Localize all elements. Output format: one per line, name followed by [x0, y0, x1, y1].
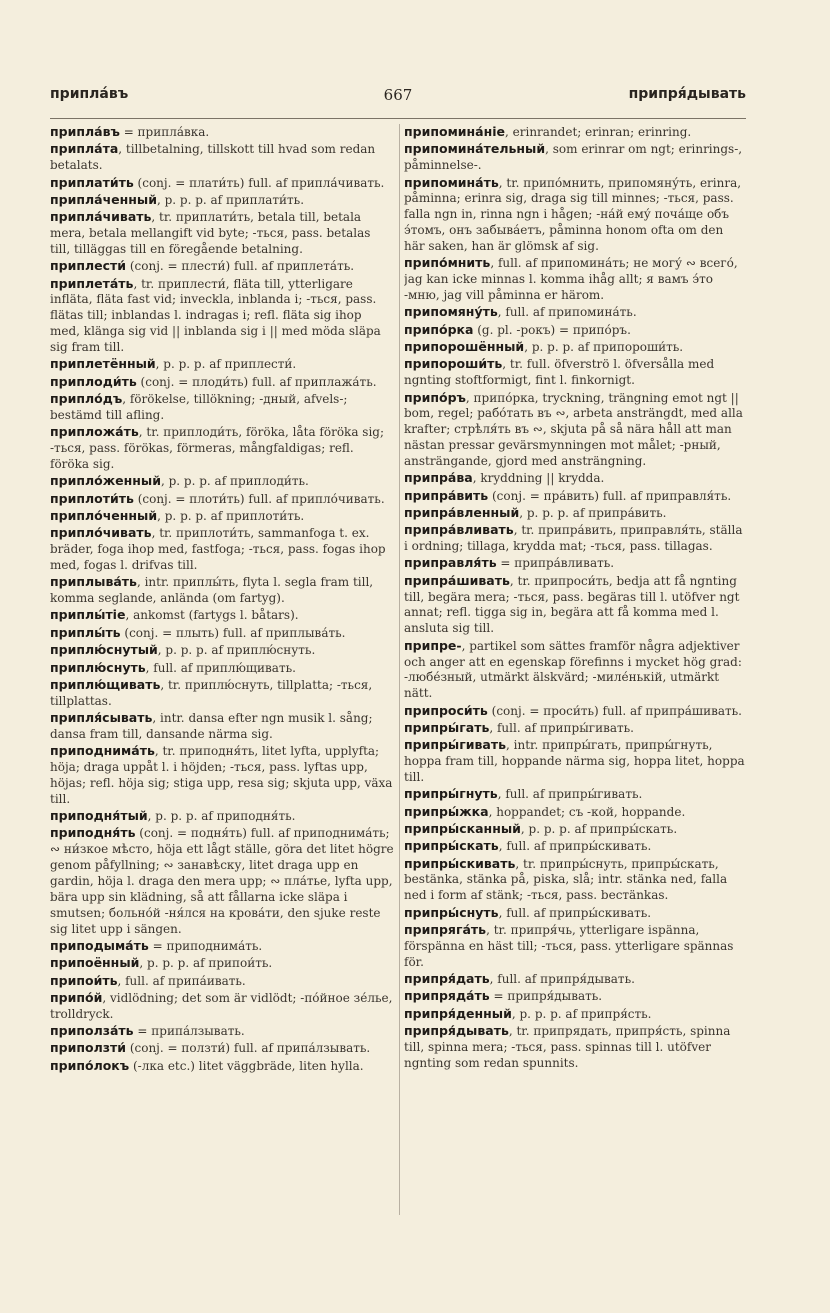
dictionary-entry: [50, 473, 394, 490]
entry-definition: , tr. приподня́ть, litet lyfta, upplyfta; höja; draga uppåt l. i höjden; -ться, pass. lyftas upp, höjas; refl. höja sig; stiga upp, resa sig; skjuta upp, växa till.: [50, 744, 393, 806]
running-head-left: припла́въ: [50, 86, 129, 102]
entry-definition: , p. p. p. af приплоти́ть.: [157, 508, 305, 523]
dictionary-entry: [50, 209, 394, 258]
entry-definition: (conj. = плоди́ть) full. af приплажа́ть.: [136, 374, 377, 389]
dictionary-entry: [50, 508, 394, 525]
entry-definition: (g. pl. -рокъ) = припо́ръ.: [473, 322, 631, 337]
entry-headword: припря́дать: [404, 971, 490, 987]
entry-headword: приплоди́ть: [50, 373, 137, 389]
dictionary-entry: [50, 607, 394, 624]
entry-headword: припра́вить: [404, 487, 489, 503]
entry-definition: , p. p. p. af припра́вить.: [519, 505, 667, 520]
entry-headword: припло́дъ: [50, 391, 123, 406]
dictionary-entry: [404, 488, 746, 505]
dictionary-entry: [50, 1040, 394, 1057]
entry-definition: , p. p. p. af припря́сть.: [511, 1006, 652, 1021]
entry-headword: припоённый: [50, 955, 140, 971]
entry-definition: (conj. = ползти́) full. af припа́лзывать.: [126, 1041, 371, 1056]
entry-headword: припра́вливать: [404, 522, 514, 538]
entry-definition: (-лка etc.) litet väggbräde, liten hylla.: [129, 1058, 364, 1073]
entry-headword: припло́женный: [50, 473, 161, 489]
dictionary-entry: [50, 710, 394, 743]
entry-headword: приплю́снуть: [50, 659, 146, 675]
entry-headword: припороши́ть: [404, 356, 503, 372]
entry-headword: припложа́ть: [50, 424, 139, 440]
entry-definition: , tr. приплати́ть, betala till, betala mera, betala mellangift vid byte; -ться, pass. betalas till, tilläggas till en föregående betalning.: [50, 210, 371, 256]
dictionary-entry: [50, 625, 394, 642]
dictionary-entry: [404, 638, 746, 702]
entry-headword: припры́гивать: [404, 737, 507, 753]
dictionary-entry: [50, 491, 394, 508]
dictionary-entry: [50, 743, 394, 807]
dictionary-entry: [404, 971, 746, 988]
entry-headword: припры́гнуть: [404, 786, 498, 802]
entry-definition: , full. af припря́дывать.: [489, 972, 635, 987]
dictionary-entry: [50, 808, 394, 825]
entry-definition: , p. p. p. af приплести́.: [155, 357, 297, 372]
entry-headword: приплетённый: [50, 356, 156, 372]
entry-headword: припо́локъ: [50, 1057, 130, 1073]
running-head-right: припря́дывать: [628, 86, 746, 102]
dictionary-entry: [50, 192, 394, 209]
dictionary-entry: [50, 374, 394, 391]
dictionary-entry: [50, 175, 394, 192]
dictionary-entry: [404, 703, 746, 720]
entry-definition: , tr. припра́вить, приправля́ть, ställa i ordning; tillaga, krydda mat; -ться, pass. tillagas.: [404, 523, 743, 554]
entry-headword: припомина́ніе: [404, 124, 506, 139]
dictionary-entry: [50, 424, 394, 473]
entry-headword: припля́сывать: [50, 710, 153, 726]
column-divider: [399, 124, 400, 1215]
entry-definition: , tillbetalning, tillskott till hvad som redan betalats.: [50, 142, 376, 173]
dictionary-entry: [404, 922, 746, 971]
entry-definition: (conj. = подня́ть) full. af приподнима́ть; ∾ ни́зкое мѣсто, höja ett lågt ställe, göra det litet högre genom påfyllning; ∾ занавѣску, litet draga upp en gardin, höja l. draga den mera upp; ∾ пла́тье, lyfta upp, bära upp sin klädning, så att fållarna icke släpa i smutsen; больно́й -ня́лся на крова́ти, den sjuke reste sig litet upp i sängen.: [50, 826, 394, 936]
entry-headword: припра́вленный: [404, 504, 520, 520]
dictionary-entry: [50, 955, 394, 972]
entry-headword: припо́рка: [404, 321, 474, 337]
dictionary-entry: [404, 141, 746, 174]
dictionary-entry: [50, 938, 394, 955]
entry-definition: , p. p. p. af приплю́снуть.: [157, 643, 316, 658]
entry-headword: припряга́ть: [404, 922, 487, 937]
entry-headword: приплю́снутый: [50, 642, 158, 658]
entry-definition: , kryddning || krydda.: [472, 471, 605, 486]
right-column: [404, 124, 746, 1215]
entry-headword: припла́та: [50, 141, 119, 157]
dictionary-entry: [404, 786, 746, 803]
dictionary-entry: [404, 821, 746, 838]
entry-headword: приплы́тіе: [50, 607, 126, 623]
dictionary-entry: [50, 677, 394, 710]
dictionary-entry: [50, 124, 394, 141]
entry-headword: припо́й: [50, 989, 103, 1005]
entry-definition: , förökelse, tillökning; -дный, afvels-; bestämd till afling.: [50, 392, 348, 422]
dictionary-entry: [404, 339, 746, 356]
entry-definition: , tr. припроси́ть, bedja att få ngnting till, begära mera; -ться, pass. begäras till l. utöfver ngt annat; refl. tigga sig in, begära att få komma med l. ansluta sig till.: [404, 573, 740, 636]
dictionary-entry: [50, 1058, 394, 1075]
entry-headword: припры́жка: [404, 803, 489, 819]
entry-headword: приправля́ть: [404, 555, 497, 571]
dictionary-entry: [50, 825, 394, 937]
entry-headword: приплати́ть: [50, 174, 134, 190]
dictionary-entry: [404, 304, 746, 321]
entry-headword: припла́чивать: [50, 209, 152, 225]
dictionary-entry: [404, 505, 746, 522]
dictionary-entry: [404, 988, 746, 1005]
entry-definition: , tr. припря́чь, ytterligare ispänna, förspänna en häst till; -ться, pass. ytterligare spännas för.: [404, 923, 734, 969]
entry-definition: , vidlödning; det som är vidlödt; -по́йное зе́лье, trolldryck.: [50, 990, 393, 1021]
entry-headword: приподыма́ть: [50, 937, 149, 953]
entry-headword: припло́чивать: [50, 525, 152, 541]
entry-headword: припра́шивать: [404, 572, 510, 588]
entry-headword: приплоти́ть: [50, 490, 134, 506]
dictionary-entry: [50, 141, 394, 174]
entry-definition: , tr. приплоти́ть, sammanfoga t. ex. bräder, foga ihop med, fastfoga; -ться, pass. fogas ihop med, fogas l. drifvas till.: [50, 526, 386, 572]
entry-definition: , tr. full. öfverströ l. öfversålla med ngnting stoftformigt, fint l. finkornigt.: [404, 357, 715, 388]
entry-headword: припре-: [404, 637, 462, 653]
entry-definition: , full. af припомина́ть; не могу́ ∾ всего́, jag kan icke minnas l. komma ihåg allt; я вамъ э́то -мню, jag vill påminna er härom.: [404, 256, 738, 302]
entry-definition: , p. p. p. af приплати́ть.: [156, 192, 305, 207]
dictionary-entry: [404, 856, 746, 905]
entry-headword: припря́дывать: [404, 1023, 509, 1039]
dictionary-entry: [50, 391, 394, 424]
entry-headword: припо́мнить: [404, 255, 491, 271]
dictionary-entry: [404, 470, 746, 487]
entry-headword: припры́скивать: [404, 855, 516, 871]
entry-definition: , tr. приплю́снуть, tillplatta; -ться, tillplattas.: [50, 677, 373, 708]
entry-headword: припры́сканный: [404, 820, 521, 836]
dictionary-entry: [404, 356, 746, 389]
dictionary-entry: [404, 124, 746, 141]
entry-headword: припла́ченный: [50, 191, 157, 207]
dictionary-entry: [50, 574, 394, 607]
entry-headword: приплы́ть: [50, 624, 121, 640]
entry-definition: , full. af припры́гивать.: [497, 787, 643, 802]
dictionary-entry: [50, 660, 394, 677]
entry-definition: , p. p. p. af приплоди́ть.: [160, 474, 309, 489]
entry-definition: , partikel som sättes framför några adjektiver och anger att en egenskap förefinns i mycket hög grad: -любе́зный, utmärkt älskvärd; -миле́нькій, utmärkt nätt.: [404, 638, 742, 701]
dictionary-entry: [404, 1023, 746, 1072]
entry-headword: приподня́ть: [50, 825, 136, 841]
entry-definition: , som erinrar om ngt; erinrings-, påminnelse-.: [404, 142, 743, 173]
entry-headword: приплю́щивать: [50, 676, 161, 692]
dictionary-entry: [404, 555, 746, 572]
entry-definition: , full. af припомина́ть.: [497, 305, 637, 320]
entry-definition: , припо́рка, tryckning, trängning emot ngt || bom, regel; рабо́тать въ ∾, arbeta ansträngdt, med alla krafter; стрѣля́ть въ ∾, skjuta på så nära håll att man nästan pressar gevärsmynningen mot målet; -рный, ansträngande, gjord med ansträngning.: [404, 390, 743, 468]
left-column: [50, 124, 394, 1215]
entry-definition: , full. af припры́гивать.: [489, 720, 634, 735]
dictionary-entry: [404, 720, 746, 737]
entry-headword: припомина́тельный: [404, 141, 546, 157]
entry-headword: припряда́ть: [404, 988, 490, 1004]
dictionary-entry: [404, 1006, 746, 1023]
entry-headword: припомина́ть: [404, 174, 499, 190]
entry-definition: , tr. припрядать, припря́сть, spinna till, spinna mera; -ться, pass. spinnas till l. utöfver ngnting som redan spunnits.: [404, 1024, 731, 1070]
entry-definition: , tr. приплоди́ть, föröka, låta föröka sig; -ться, pass. förökas, förmeras, mångfaldigas; refl. föröka sig.: [50, 425, 385, 471]
entry-definition: = припа́лзывать.: [133, 1024, 245, 1039]
dictionary-entry: [50, 525, 394, 574]
dictionary-entry: [404, 522, 746, 555]
entry-definition: , hoppandet; съ -кой, hoppande.: [488, 804, 686, 819]
dictionary-entry: [404, 804, 746, 821]
entry-definition: (conj. = плати́ть) full. af припла́чивать.: [133, 175, 385, 190]
entry-definition: , intr. приплы́ть, flyta l. segla fram till, komma seglande, anlända (om fartyg).: [50, 575, 374, 606]
entry-definition: , full. af припа́ивать.: [117, 973, 246, 988]
entry-definition: , p. p. p. af припры́скать.: [520, 821, 678, 836]
entry-headword: приплыва́ть: [50, 574, 137, 590]
entry-definition: (conj. = проси́ть) full. af припра́шивать.: [487, 703, 742, 718]
entry-definition: , full. af приплю́щивать.: [145, 660, 296, 675]
header-rule: [50, 118, 746, 119]
dictionary-entry: [50, 1023, 394, 1040]
entry-definition: , intr. dansa efter ngn musik l. sång; dansa fram till, dansande närma sig.: [50, 711, 373, 741]
dictionary-entry: [50, 642, 394, 659]
entry-headword: припроси́ть: [404, 702, 488, 718]
entry-definition: , p. p. p. af припои́ть.: [139, 956, 273, 971]
entry-headword: припла́въ: [50, 124, 120, 139]
entry-definition: (conj. = плыть) full. af приплыва́ть.: [120, 625, 346, 640]
running-head: [50, 86, 746, 110]
dictionary-entry: [404, 322, 746, 339]
dictionary-entry: [50, 356, 394, 373]
entry-headword: приплета́ть: [50, 275, 134, 291]
dictionary-entry: [50, 973, 394, 990]
dictionary-entry: [404, 255, 746, 304]
entry-headword: припры́снуть: [404, 904, 499, 920]
entry-headword: приподнима́ть: [50, 743, 155, 759]
entry-headword: припорошённый: [404, 338, 525, 354]
entry-definition: = припра́вливать.: [496, 556, 615, 571]
entry-headword: припло́ченный: [50, 507, 158, 523]
entry-definition: (conj. = плоти́ть) full. af припло́чивать.: [133, 491, 385, 506]
entry-headword: припры́скать: [404, 838, 499, 854]
entry-definition: = припла́вка.: [119, 125, 210, 139]
dictionary-entry: [404, 737, 746, 786]
entry-headword: припра́ва: [404, 470, 473, 486]
entry-headword: припои́ть: [50, 972, 118, 988]
entry-headword: приплести́: [50, 258, 127, 274]
entry-definition: , full. af припры́скивать.: [498, 839, 652, 854]
entry-definition: , intr. припры́гать, припры́гнуть, hoppa fram till, hoppande närma sig, hoppa litet, hoppa till.: [404, 738, 745, 784]
entry-definition: , tr. припо́мнить, припомяну́ть, erinra, påminna; erinra sig, draga sig till minnes; -ться, pass. falla ngn in, rinna ngn i hågen; -на́й ему́ поча́ще объ э́томъ, онъ забыва́етъ, påminna honom ofta om den här saken, han är glömsk af sig.: [404, 175, 742, 253]
entry-headword: припо́ръ: [404, 389, 466, 405]
entry-definition: (conj. = пра́вить) full. af приправля́ть.: [488, 488, 732, 503]
dictionary-entry: [50, 276, 394, 356]
entry-definition: (conj. = плести́) full. af приплета́ть.: [126, 259, 355, 274]
entry-definition: , tr. припры́снуть, припры́скать, bestänka, stänka på, piska, slå; intr. stänka ned, falla ned i form af stänk; -ться, pass. beстänkas.: [404, 856, 728, 903]
entry-definition: , p. p. p. af припороши́ть.: [524, 339, 684, 354]
dictionary-entry: [50, 990, 394, 1023]
entry-definition: , erinrandet; erinran; erinring.: [505, 125, 692, 139]
entry-definition: , ankomst (fartygs l. båtars).: [125, 608, 299, 623]
entry-definition: = приподнима́ть.: [148, 938, 263, 953]
entry-definition: , full. af припры́скивать.: [498, 905, 652, 920]
dictionary-entry: [404, 390, 746, 470]
entry-headword: припры́гать: [404, 719, 490, 735]
dictionary-entry: [404, 905, 746, 922]
entry-headword: припря́денный: [404, 1005, 512, 1021]
entry-headword: припомяну́ть: [404, 304, 498, 320]
dictionary-entry: [50, 258, 394, 275]
entry-definition: = припря́дывать.: [489, 989, 603, 1004]
entry-headword: приполза́ть: [50, 1023, 134, 1039]
page-number: 667: [383, 86, 413, 104]
entry-definition: , tr. приплести́, fläta till, ytterligare infläta, fläta fast vid; inveckla, inblanda i; -ться, pass. flätas till; inblandas l. indragas i; refl. fläta sig ihop med, klänga sig vid || inblanda sig i || med möda släpa sig fram till.: [50, 276, 381, 354]
entry-headword: приползти́: [50, 1040, 126, 1056]
dictionary-entry: [404, 175, 746, 255]
entry-headword: приподня́тый: [50, 808, 148, 824]
entry-definition: , p. p. p. af приподня́ть.: [147, 809, 296, 824]
dictionary-entry: [404, 573, 746, 637]
dictionary-entry: [404, 838, 746, 855]
